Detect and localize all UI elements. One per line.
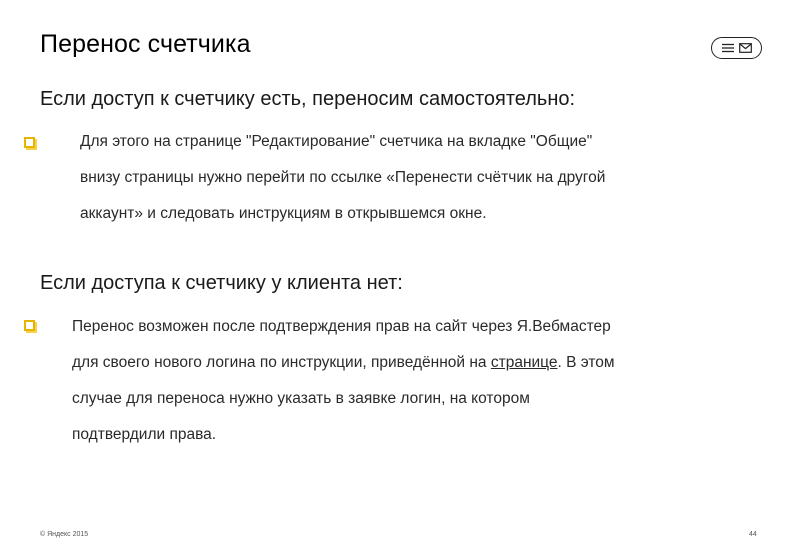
line-text: для своего нового логина по инструкции, приведённой на <box>72 354 491 371</box>
instructions-paragraph <box>80 124 760 232</box>
paragraph-line: подтвердили права. <box>72 426 217 443</box>
paragraph-line: случае для переноса нужно указать в заявке логин, на котором <box>72 390 530 407</box>
transfer-paragraph <box>72 309 772 453</box>
menu-icon[interactable] <box>722 43 734 53</box>
header-badge[interactable] <box>711 37 762 59</box>
section-heading-access: Если доступ к счетчику есть, переносим самостоятельно: <box>40 88 576 110</box>
bullet-icon <box>24 137 35 148</box>
line-text: . В этом <box>557 354 615 371</box>
copyright-text: © Яндекс 2015 <box>40 531 89 538</box>
page-number: 44 <box>749 531 757 538</box>
paragraph-line: Перенос возможен после подтверждения прав на сайт через Я.Вебмастер <box>72 318 611 335</box>
section-heading-no-access: Если доступа к счетчику у клиента нет: <box>40 272 403 294</box>
paragraph-line: аккаунт» и следовать инструкциям в открывшемся окне. <box>80 205 487 222</box>
bullet-icon <box>24 320 35 331</box>
paragraph-line <box>72 345 772 381</box>
page-title: Перенос счетчика <box>40 30 251 58</box>
paragraph-line: внизу страницы нужно перейти по ссылке «Перенести счётчик на другой <box>80 169 606 186</box>
paragraph-line: Для этого на странице "Редактирование" счетчика на вкладке "Общие" <box>80 133 593 150</box>
page-link[interactable]: странице <box>490 354 558 371</box>
mail-icon[interactable] <box>739 43 752 53</box>
